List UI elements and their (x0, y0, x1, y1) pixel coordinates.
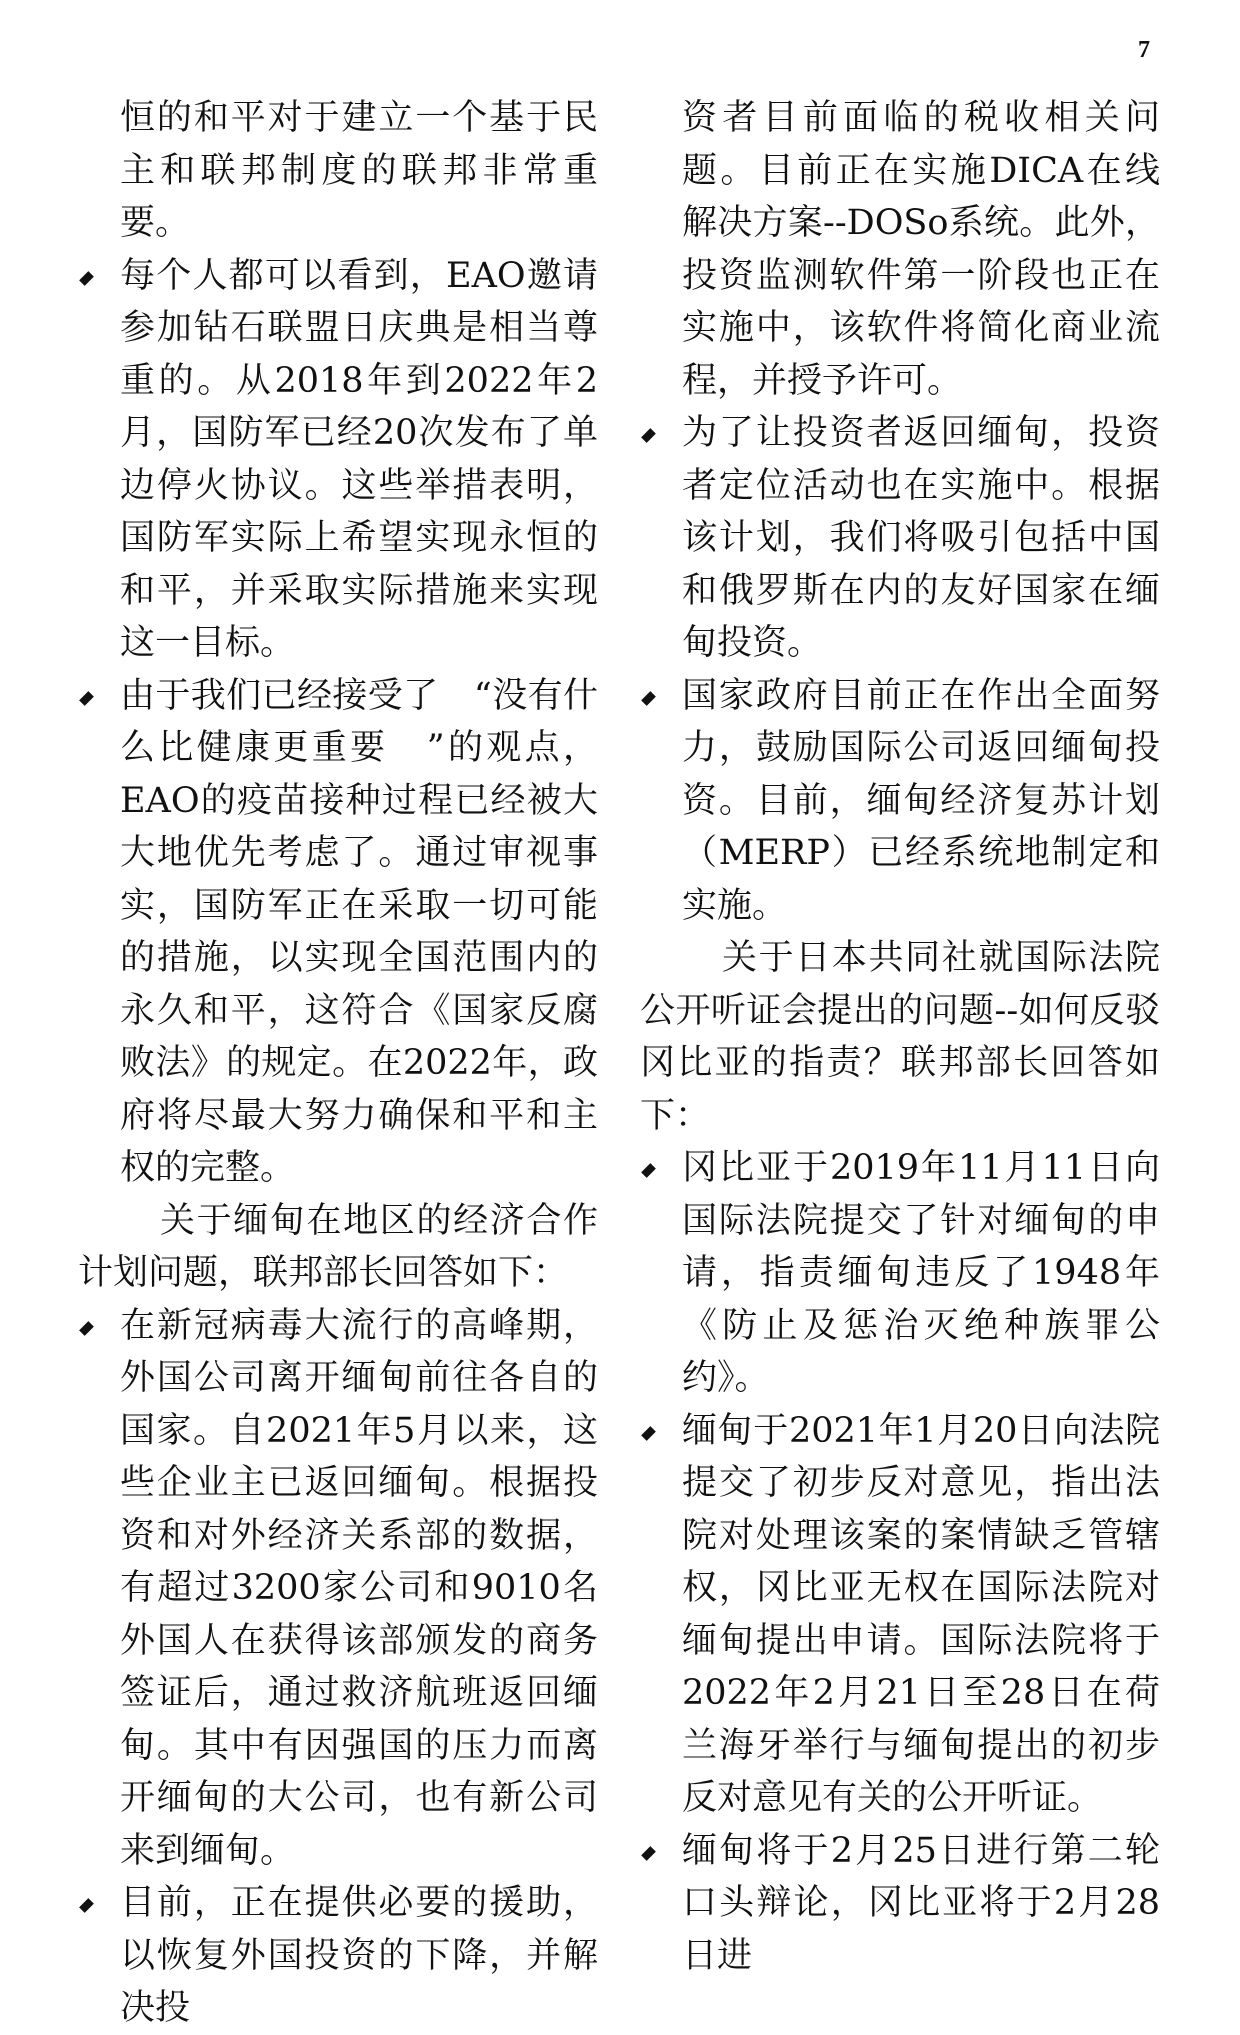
list-item (78, 1300, 598, 1878)
list-item-text: 缅甸于2021年1月20日向法院提交了初步反对意见，指出法院对处理该案的案情缺乏管辖权，冈比亚无权在国际法院对缅甸提出申请。国际法院将于2022年2月21日至28日在荷兰海牙举行与缅甸提出的初步反对意见有关的公开听证。 (682, 1410, 1160, 1818)
list-item-text: 缅甸将于2月25日进行第二轮口头辩论，冈比亚将于2月28日进 (682, 1830, 1160, 1976)
list-item-text: 目前，正在提供必要的援助，以恢复外国投资的下降，并解决投 (120, 1883, 598, 2028)
list-item (640, 407, 1160, 670)
list-item-text: 为了让投资者返回缅甸，投资者定位活动也在实施中。根据该计划，我们将吸引包括中国和俄罗斯在内的友好国家在缅甸投资。 (682, 413, 1160, 663)
list-item (78, 670, 598, 1195)
list-item-text: 国家政府目前正在作出全面努力，鼓励国际公司返回缅甸投资。目前，缅甸经济复苏计划（MERP）已经系统地制定和实施。 (682, 675, 1160, 926)
diamond-bullet-icon (641, 1426, 656, 1441)
diamond-bullet-icon (641, 1163, 656, 1178)
right-continuation-paragraph: 资者目前面临的税收相关问题。目前正在实施DICA在线解决方案--DOSo系统。此外，投资监测软件第一阶段也正在实施中，该软件将简化商业流程，并授予许可。 (682, 98, 1160, 401)
list-item-text: 每个人都可以看到，EAO邀请参加钻石联盟日庆典是相当尊重的。从2018年到2022年2月，国防军已经20次发布了单边停火协议。这些举措表明，国防军实际上希望实现永恒的和平，并采取实际措施来实现这一目标。 (120, 255, 598, 663)
left-intro-paragraph: 关于缅甸在地区的经济合作计划问题，联邦部长回答如下： (78, 1200, 598, 1293)
list-item (640, 1825, 1160, 1983)
right-column (640, 92, 1160, 1982)
page-number: 7 (1138, 37, 1150, 63)
diamond-bullet-icon (79, 271, 94, 286)
diamond-bullet-icon (641, 691, 656, 706)
diamond-bullet-icon (79, 1898, 94, 1913)
diamond-bullet-icon (79, 691, 94, 706)
list-item-text: 在新冠病毒大流行的高峰期，外国公司离开缅甸前往各自的国家。自2021年5月以来，这些企业主已返回缅甸。根据投资和对外经济关系部的数据，有超过3200家公司和9010名外国人在获得该部颁发的商务签证后，通过救济航班返回缅甸。其中有因强国的压力而离开缅甸的大公司，也有新公司来到缅甸。 (120, 1305, 598, 1871)
list-item-text: 由于我们已经接受了 “没有什么比健康更重要 ”的观点，EAO的疫苗接种过程已经被大大地优先考虑了。通过审视事实，国防军正在采取一切可能的措施，以实现全国范围内的永久和平，这符合《国家反腐败法》的规定。在2022年，政府将尽最大努力确保和平和主权的完整。 (120, 675, 598, 1188)
list-item (640, 1405, 1160, 1825)
diamond-bullet-icon (641, 428, 656, 443)
list-item (78, 250, 598, 670)
diamond-bullet-icon (79, 1321, 94, 1336)
list-item (640, 670, 1160, 933)
left-column (78, 92, 598, 2035)
list-item-text: 冈比亚于2019年11月11日向国际法院提交了针对缅甸的申请，指责缅甸违反了1948年《防止及惩治灭绝种族罪公约》。 (682, 1148, 1160, 1398)
list-item (640, 1142, 1160, 1405)
left-continuation-paragraph: 恒的和平对于建立一个基于民主和联邦制度的联邦非常重要。 (120, 98, 598, 243)
list-item (78, 1877, 598, 2035)
diamond-bullet-icon (641, 1846, 656, 1861)
right-intro-paragraph: 关于日本共同社就国际法院公开听证会提出的问题--如何反驳冈比亚的指责？联邦部长回答如下： (640, 938, 1160, 1136)
